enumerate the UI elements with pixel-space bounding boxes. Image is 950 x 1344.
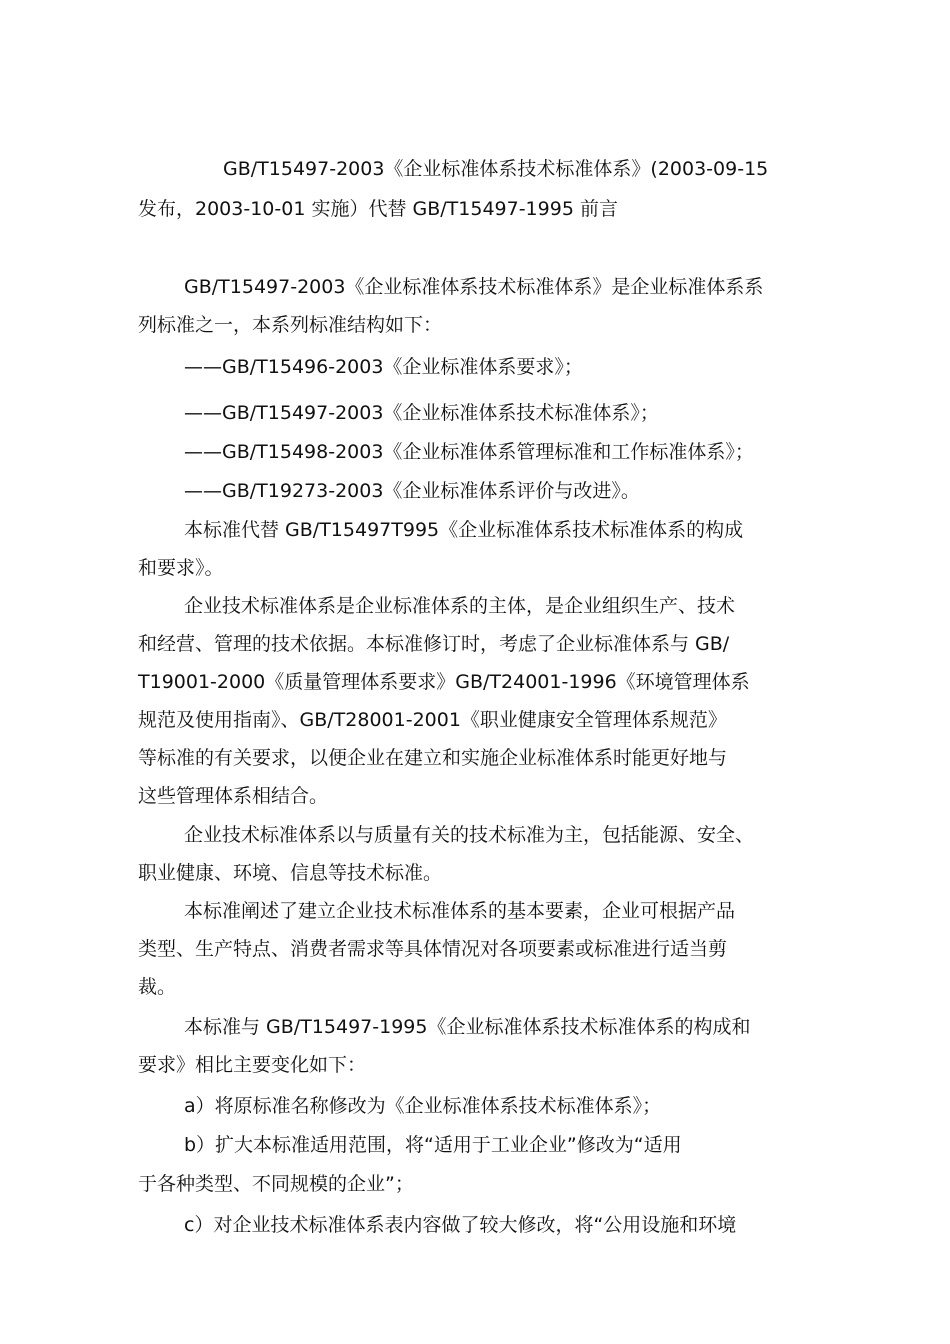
body-line-2: 列标准之一，本系列标准结构如下： bbox=[138, 314, 443, 336]
body-line-7: 本标准代替 GB/T15497T995《企业标准体系技术标准体系的构成 bbox=[184, 519, 744, 541]
body-line-13: 等标准的有关要求，以便企业在建立和实施企业标准体系时能更好地与 bbox=[138, 747, 728, 769]
body-line-9: 企业技术标准体系是企业标准体系的主体，是企业组织生产、技术 bbox=[184, 595, 736, 617]
body-line-15: 企业技术标准体系以与质量有关的技术标准为主，包括能源、安全、 bbox=[184, 824, 755, 846]
body-line-21: 要求》相比主要变化如下： bbox=[138, 1054, 367, 1076]
body-line-14: 这些管理体系相结合。 bbox=[138, 785, 329, 807]
body-line-18: 类型、生产特点、消费者需求等具体情况对各项要素或标准进行适当剪 bbox=[138, 938, 728, 960]
body-line-3: ——GB/T15496-2003《企业标准体系要求》； bbox=[184, 356, 583, 378]
document-title-line-2: 发布，2003-10-01 实施）代替 GB/T15497-1995 前言 bbox=[138, 198, 618, 220]
body-line-6: ——GB/T19273-2003《企业标准体系评价与改进》。 bbox=[184, 480, 640, 502]
document-title-line-1: GB/T15497-2003《企业标准体系技术标准体系》(2003-09-15 bbox=[223, 158, 769, 180]
body-line-20: 本标准与 GB/T15497-1995《企业标准体系技术标准体系的构成和 bbox=[184, 1016, 751, 1038]
body-line-19: 裁。 bbox=[138, 976, 177, 998]
body-line-25: c）对企业技术标准体系表内容做了较大修改，将“公用设施和环境 bbox=[184, 1214, 737, 1236]
body-line-1: GB/T15497-2003《企业标准体系技术标准体系》是企业标准体系系 bbox=[184, 276, 764, 298]
body-line-17: 本标准阐述了建立企业技术标准体系的基本要素，企业可根据产品 bbox=[184, 900, 736, 922]
body-line-8: 和要求》。 bbox=[138, 557, 224, 579]
body-line-10: 和经营、管理的技术依据。本标准修订时，考虑了企业标准体系与 GB/ bbox=[138, 633, 730, 655]
body-line-23: b）扩大本标准适用范围，将“适用于工业企业”修改为“适用 bbox=[184, 1134, 682, 1156]
body-line-5: ——GB/T15498-2003《企业标准体系管理标准和工作标准体系》； bbox=[184, 441, 754, 463]
body-line-12: 规范及使用指南》、GB/T28001-2001《职业健康安全管理体系规范》 bbox=[138, 709, 727, 731]
body-line-4: ——GB/T15497-2003《企业标准体系技术标准体系》； bbox=[184, 402, 659, 424]
body-line-11: T19001-2000《质量管理体系要求》GB/T24001-1996《环境管理体系 bbox=[138, 671, 750, 693]
body-line-24: 于各种类型、不同规模的企业”； bbox=[138, 1173, 414, 1195]
body-line-16: 职业健康、环境、信息等技术标准。 bbox=[138, 862, 443, 884]
body-line-22: a）将原标准名称修改为《企业标准体系技术标准体系》； bbox=[184, 1095, 662, 1117]
